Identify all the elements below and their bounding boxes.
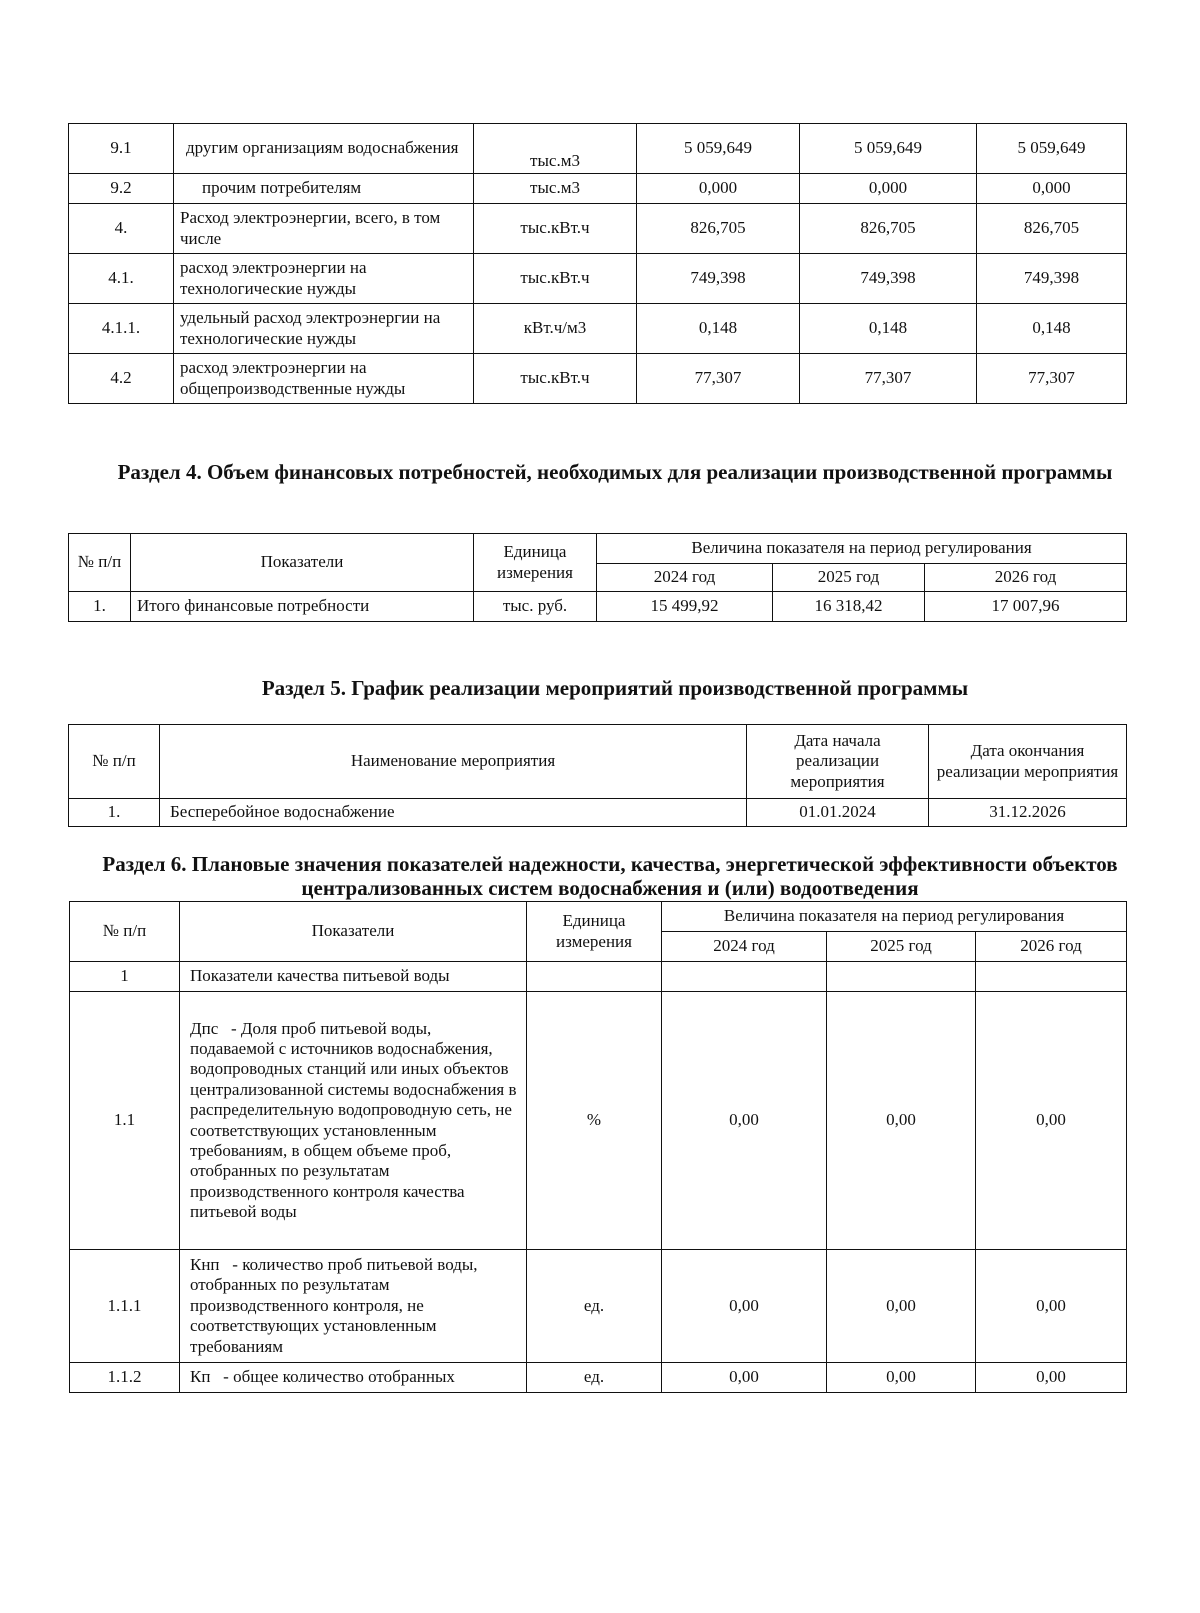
row-value-2025: 749,398 — [800, 254, 977, 304]
row-start-date: 01.01.2024 — [747, 799, 929, 827]
row-name: Кп - общее количество отобранных — [180, 1363, 527, 1393]
row-name: прочим потребителям — [174, 174, 474, 204]
row-end-date: 31.12.2026 — [929, 799, 1127, 827]
row-value-2026: 0,00 — [976, 1250, 1127, 1363]
row-number: 1. — [69, 799, 160, 827]
row-value-2026: 0,148 — [977, 304, 1127, 354]
section5-title: Раздел 5. График реализации мероприятий производственной программы — [261, 676, 969, 700]
table-row — [69, 304, 1127, 354]
header-number: № п/п — [70, 902, 180, 962]
section4-title: Раздел 4. Объем финансовых потребностей, необходимых для реализации производственной программы — [117, 460, 1113, 484]
row-name: расход электроэнергии на общепроизводственные нужды — [174, 354, 474, 404]
row-value-2025: 0,000 — [800, 174, 977, 204]
table-row — [69, 174, 1127, 204]
row-unit: тыс.кВт.ч — [474, 354, 637, 404]
row-number: 9.1 — [69, 124, 174, 174]
header-unit: Единица измерения — [474, 534, 597, 592]
row-unit: тыс.м3 — [474, 124, 637, 174]
header-indicator: Показатели — [180, 902, 527, 962]
row-value-2025: 0,00 — [827, 1250, 976, 1363]
row-value-2024: 826,705 — [637, 204, 800, 254]
row-value-2024 — [662, 962, 827, 992]
row-name: Итого финансовые потребности — [131, 592, 474, 622]
row-value-2026: 77,307 — [977, 354, 1127, 404]
table-row — [69, 124, 1127, 174]
header-row — [70, 902, 1127, 932]
row-value-2024: 0,00 — [662, 992, 827, 1250]
row-unit: % — [527, 992, 662, 1250]
header-number: № п/п — [69, 534, 131, 592]
table-row — [69, 592, 1127, 622]
row-unit — [527, 962, 662, 992]
header-period: Величина показателя на период регулирования — [662, 902, 1127, 932]
row-number: 4.1. — [69, 254, 174, 304]
row-value-2026 — [976, 962, 1127, 992]
row-number: 9.2 — [69, 174, 174, 204]
row-unit: ед. — [527, 1363, 662, 1393]
row-name: Дпс - Доля проб питьевой воды, подаваемой с источников водоснабжения, водопроводных станций или иных объектов централизованной системы водоснабжения в распределительную водопроводную сеть, не соответствующих установленным требованиям, в общем объеме проб, отобранных по результатам производственного контроля качества питьевой воды — [180, 992, 527, 1250]
row-name: другим организациям водоснабжения — [174, 124, 474, 174]
row-value-2025: 5 059,649 — [800, 124, 977, 174]
header-indicator: Показатели — [131, 534, 474, 592]
row-name: Кнп - количество проб питьевой воды, отобранных по результатам производственного контроля, не соответствующих установленным требованиям — [180, 1250, 527, 1363]
energy-table — [68, 123, 1127, 404]
header-year-2026: 2026 год — [925, 564, 1127, 592]
row-number: 4. — [69, 204, 174, 254]
row-value-2024: 0,000 — [637, 174, 800, 204]
table-row — [70, 992, 1127, 1250]
row-value-2026: 826,705 — [977, 204, 1127, 254]
row-name: Бесперебойное водоснабжение — [160, 799, 747, 827]
section4-table — [68, 533, 1127, 622]
row-value-2026: 17 007,96 — [925, 592, 1127, 622]
row-name: удельный расход электроэнергии на технологические нужды — [174, 304, 474, 354]
header-year-2024: 2024 год — [662, 932, 827, 962]
row-unit: ед. — [527, 1250, 662, 1363]
row-value-2024: 0,00 — [662, 1363, 827, 1393]
header-year-2025: 2025 год — [827, 932, 976, 962]
row-unit: тыс. руб. — [474, 592, 597, 622]
section5-table — [68, 724, 1127, 827]
table-row — [70, 962, 1127, 992]
row-number: 1.1.2 — [70, 1363, 180, 1393]
row-unit: кВт.ч/м3 — [474, 304, 637, 354]
row-value-2024: 15 499,92 — [597, 592, 773, 622]
row-number: 1.1 — [70, 992, 180, 1250]
row-value-2025: 0,00 — [827, 992, 976, 1250]
row-value-2026: 0,00 — [976, 992, 1127, 1250]
header-year-2025: 2025 год — [773, 564, 925, 592]
table-row — [70, 1363, 1127, 1393]
row-value-2026: 749,398 — [977, 254, 1127, 304]
row-unit: тыс.кВт.ч — [474, 254, 637, 304]
row-unit: тыс.кВт.ч — [474, 204, 637, 254]
header-number: № п/п — [69, 725, 160, 799]
row-name: Показатели качества питьевой воды — [180, 962, 527, 992]
row-unit: тыс.м3 — [474, 174, 637, 204]
row-value-2025: 826,705 — [800, 204, 977, 254]
table-row — [69, 799, 1127, 827]
row-number: 1 — [70, 962, 180, 992]
row-value-2024: 5 059,649 — [637, 124, 800, 174]
header-start-date: Дата начала реализации мероприятия — [747, 725, 929, 799]
row-value-2024: 0,00 — [662, 1250, 827, 1363]
header-period: Величина показателя на период регулирования — [597, 534, 1127, 564]
row-value-2024: 77,307 — [637, 354, 800, 404]
row-number: 4.2 — [69, 354, 174, 404]
row-number: 4.1.1. — [69, 304, 174, 354]
row-name: Расход электроэнергии, всего, в том числе — [174, 204, 474, 254]
header-row — [69, 534, 1127, 564]
row-value-2026: 5 059,649 — [977, 124, 1127, 174]
row-value-2025: 77,307 — [800, 354, 977, 404]
row-value-2025: 0,00 — [827, 1363, 976, 1393]
section6-table — [69, 901, 1127, 1393]
row-value-2025 — [827, 962, 976, 992]
header-year-2026: 2026 год — [976, 932, 1127, 962]
table-row — [70, 1250, 1127, 1363]
header-end-date: Дата окончания реализации мероприятия — [929, 725, 1127, 799]
row-value-2025: 0,148 — [800, 304, 977, 354]
row-value-2026: 0,00 — [976, 1363, 1127, 1393]
table-row — [69, 254, 1127, 304]
row-value-2024: 0,148 — [637, 304, 800, 354]
row-value-2024: 749,398 — [637, 254, 800, 304]
header-activity: Наименование мероприятия — [160, 725, 747, 799]
row-value-2026: 0,000 — [977, 174, 1127, 204]
row-number: 1.1.1 — [70, 1250, 180, 1363]
row-number: 1. — [69, 592, 131, 622]
table-row — [69, 354, 1127, 404]
row-name: расход электроэнергии на технологические нужды — [174, 254, 474, 304]
header-year-2024: 2024 год — [597, 564, 773, 592]
header-row — [69, 725, 1127, 799]
section6-title: Раздел 6. Плановые значения показателей надежности, качества, энергетической эффективности объектов централизованных систем водоснабжения и (или) водоотведения — [102, 852, 1118, 900]
table-row — [69, 204, 1127, 254]
header-unit: Единица измерения — [527, 902, 662, 962]
row-value-2025: 16 318,42 — [773, 592, 925, 622]
